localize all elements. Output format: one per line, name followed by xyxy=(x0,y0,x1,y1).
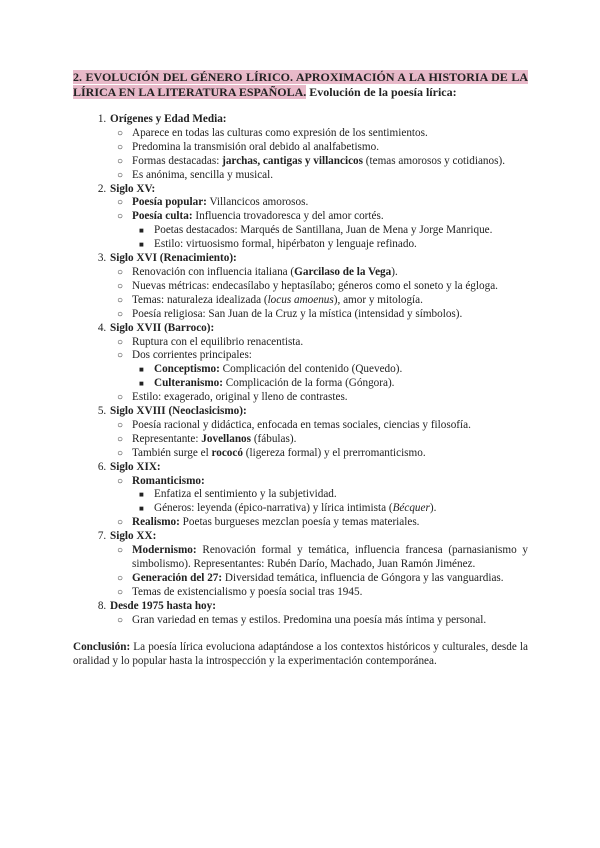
item-italic: locus amoenus xyxy=(267,293,334,306)
sub-points xyxy=(132,488,528,516)
section-item xyxy=(109,252,528,322)
item-text: ). xyxy=(429,502,437,515)
item-text: Influencia trovadoresca y del amor cortés. xyxy=(192,210,384,223)
item-bold: Garcilaso de la Vega xyxy=(294,265,392,278)
section-item xyxy=(109,530,528,600)
section-item xyxy=(109,322,528,405)
sub-item xyxy=(154,488,528,502)
item-bold: Culteranismo: xyxy=(154,377,223,390)
section-points xyxy=(110,614,528,628)
list-item xyxy=(132,169,528,183)
section-points xyxy=(110,196,528,252)
section-title: Siglo XX: xyxy=(110,530,157,543)
item-text: Nuevas métricas: endecasílabo y heptasílabo; géneros como el soneto y la égloga. xyxy=(132,279,498,292)
item-text: Dos corrientes principales: xyxy=(132,349,252,362)
item-bold: Modernismo: xyxy=(132,544,197,557)
item-text: Complicación del contenido (Quevedo). xyxy=(219,363,403,376)
sub-item xyxy=(154,363,528,377)
item-text: Estilo: exagerado, original y lleno de contrastes. xyxy=(132,391,348,404)
sub-item xyxy=(154,377,528,391)
heading-subtitle: Evolución de la poesía lírica: xyxy=(306,85,457,99)
section-title: Siglo XVIII (Neoclasicismo): xyxy=(110,405,247,418)
list-item xyxy=(132,127,528,141)
list-item xyxy=(132,391,528,405)
section-points xyxy=(110,544,528,600)
item-text: Poetas destacados: Marqués de Santillana, Juan de Mena y Jorge Manrique. xyxy=(154,224,493,237)
history-list xyxy=(73,113,528,628)
item-text: Aparece en todas las culturas como expresión de los sentimientos. xyxy=(132,126,428,139)
item-text: Géneros: leyenda (épico-narrativa) y lírica intimista ( xyxy=(154,502,393,515)
item-text: Poetas burgueses mezclan poesía y temas materiales. xyxy=(179,516,420,529)
item-text: (ligereza formal) y el prerromanticismo. xyxy=(242,446,426,459)
conclusion-label: Conclusión: xyxy=(73,640,131,653)
item-bold: Jovellanos xyxy=(201,432,252,445)
item-bold: Poesía popular: xyxy=(132,196,207,209)
item-bold: Realismo: xyxy=(132,516,180,529)
section-title: Siglo XV: xyxy=(110,182,156,195)
item-text: ), amor y mitología. xyxy=(333,293,423,306)
item-bold: Generación del 27: xyxy=(132,571,223,584)
list-item xyxy=(132,280,528,294)
item-text: Enfatiza el sentimiento y la subjetividad. xyxy=(154,488,337,501)
item-text: Temas de existencialismo y poesía social tras 1945. xyxy=(132,585,363,598)
item-text: Es anónima, sencilla y musical. xyxy=(132,168,274,181)
list-item xyxy=(132,544,528,572)
item-bold: jarchas, cantigas y villancicos xyxy=(222,154,363,167)
list-item xyxy=(132,433,528,447)
item-text: Estilo: virtuosismo formal, hipérbaton y lenguaje refinado. xyxy=(154,238,417,251)
list-item xyxy=(132,586,528,600)
section-item xyxy=(109,461,528,531)
section-title: Orígenes y Edad Media: xyxy=(110,113,227,125)
sub-item xyxy=(154,502,528,516)
item-bold: Poesía culta: xyxy=(132,210,193,223)
item-text: Renovación con influencia italiana ( xyxy=(132,265,295,278)
list-item xyxy=(132,141,528,155)
list-item xyxy=(132,614,528,628)
list-item xyxy=(132,572,528,586)
item-italic: Bécquer xyxy=(392,502,430,515)
item-text: Ruptura con el equilibrio renacentista. xyxy=(132,335,304,348)
sub-item xyxy=(154,224,528,238)
section-title: Siglo XVII (Barroco): xyxy=(110,321,215,334)
section-heading xyxy=(73,70,528,100)
list-item xyxy=(132,349,528,391)
item-text: Villancicos amorosos. xyxy=(206,196,309,209)
item-text: También surge el xyxy=(132,446,212,459)
sub-points xyxy=(132,224,528,252)
item-text: Complicación de la forma (Góngora). xyxy=(222,377,395,390)
section-points xyxy=(110,266,528,322)
item-text: ). xyxy=(391,265,398,278)
list-item xyxy=(132,336,528,350)
item-text: (temas amorosos y cotidianos). xyxy=(363,154,505,167)
list-item xyxy=(132,308,528,322)
list-item xyxy=(132,475,528,517)
item-text: Gran variedad en temas y estilos. Predomina una poesía más íntima y personal. xyxy=(132,613,487,626)
item-bold: Conceptismo: xyxy=(154,363,220,376)
item-text: Temas: naturaleza idealizada ( xyxy=(132,293,268,306)
section-item xyxy=(109,600,528,628)
section-title: Siglo XVI (Renacimiento): xyxy=(110,252,237,265)
item-bold: rococó xyxy=(211,446,243,459)
heading-highlighted: 2. EVOLUCIÓN DEL GÉNERO LÍRICO. APROXIMACIÓN A LA HISTORIA DE LA LÍRICA EN LA LITERATURA ESPAÑOLA. xyxy=(73,70,528,99)
list-item xyxy=(132,210,528,252)
item-text: Representante: xyxy=(132,432,202,445)
section-points xyxy=(110,475,528,531)
item-text: Poesía religiosa: San Juan de la Cruz y la mística (intensidad y símbolos). xyxy=(132,307,463,320)
section-title: Desde 1975 hasta hoy: xyxy=(110,599,216,612)
section-item xyxy=(109,405,528,461)
conclusion xyxy=(73,640,528,668)
item-text: Poesía racional y didáctica, enfocada en temas sociales, ciencias y filosofía. xyxy=(132,418,471,431)
item-text: Formas destacadas: xyxy=(132,154,223,167)
section-item xyxy=(109,113,528,183)
item-text: (fábulas). xyxy=(251,432,297,445)
list-item xyxy=(132,516,528,530)
list-item xyxy=(132,155,528,169)
item-bold: Romanticismo: xyxy=(132,474,205,487)
item-text: Renovación formal y temática, influencia francesa (parnasianismo y simbolismo). Representantes: Rubén Darío, Machado, Juan Ramón Jiménez. xyxy=(132,544,528,570)
section-title: Siglo XIX: xyxy=(110,460,161,473)
section-points xyxy=(110,127,528,183)
list-item xyxy=(132,196,528,210)
section-item xyxy=(109,183,528,253)
list-item xyxy=(132,266,528,280)
list-item xyxy=(132,447,528,461)
conclusion-text: La poesía lírica evoluciona adaptándose a los contextos históricos y culturales, desde la oralidad y lo popular hasta la introspección y la experimentación contemporánea. xyxy=(73,640,528,667)
item-text: Predomina la transmisión oral debido al analfabetismo. xyxy=(132,140,379,153)
section-points xyxy=(110,336,528,406)
list-item xyxy=(132,419,528,433)
list-item xyxy=(132,294,528,308)
item-text: Diversidad temática, influencia de Góngora y las vanguardias. xyxy=(222,571,504,584)
sub-item xyxy=(154,238,528,252)
sub-points xyxy=(132,363,528,391)
section-points xyxy=(110,419,528,461)
